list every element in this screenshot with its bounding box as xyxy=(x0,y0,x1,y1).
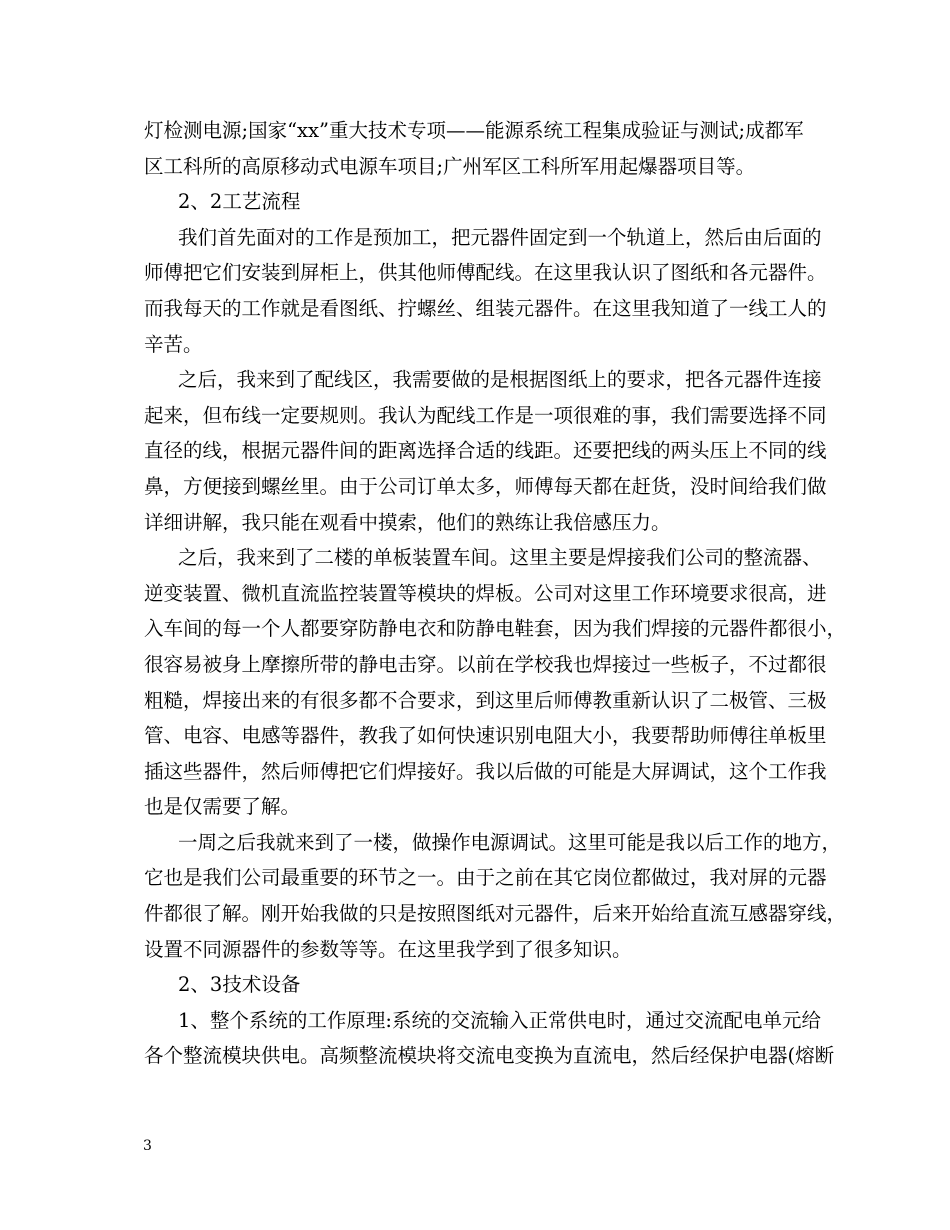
text-line: 件都很了解。刚开始我做的只是按照图纸对元器件，后来开始给直流互感器穿线， xyxy=(144,902,847,926)
text-line: 插这些器件，然后师傅把它们焊接好。我以后做的可能是大屏调试，这个工作我 xyxy=(144,759,827,783)
text-line: 区工科所的高原移动式电源车项目;广州军区工科所军用起爆器项目等。 xyxy=(144,154,756,178)
text-line: 设置不同源器件的参数等等。在这里我学到了很多知识。 xyxy=(144,937,632,961)
text-line: 入车间的每一个人都要穿防静电衣和防静电鞋套，因为我们焊接的元器件都很小， xyxy=(144,617,847,641)
text-line: 一周之后我就来到了一楼，做操作电源调试。这里可能是我以后工作的地方， xyxy=(178,830,842,854)
text-line: 之后，我来到了二楼的单板装置车间。这里主要是焊接我们公司的整流器、 xyxy=(178,546,822,570)
text-line: 粗糙，焊接出来的有很多都不合要求，到这里后师傅教重新认识了二极管、三极 xyxy=(144,688,827,712)
page-number: 3 xyxy=(143,1138,152,1154)
text-line: 逆变装置、微机直流监控装置等模块的焊板。公司对这里工作环境要求很高，进 xyxy=(144,581,827,605)
text-line: 也是仅需要了解。 xyxy=(144,795,301,819)
text-line: 很容易被身上摩擦所带的静电击穿。以前在学校我也焊接过一些板子，不过都很 xyxy=(144,652,827,676)
text-line: 管、电容、电感等器件，教我了如何快速识别电阻大小，我要帮助师傅往单板里 xyxy=(144,724,827,748)
text-line: 辛苦。 xyxy=(144,332,203,356)
text-line: 它也是我们公司最重要的环节之一。由于之前在其它岗位都做过，我对屏的元器 xyxy=(144,866,827,890)
text-line: 师傅把它们安装到屏柜上，供其他师傅配线。在这里我认识了图纸和各元器件。 xyxy=(144,261,827,285)
text-line: 灯检测电源;国家“xx”重大技术专项——能源系统工程集成验证与测试;成都军 xyxy=(144,119,804,142)
text-line: 2、3技术设备 xyxy=(178,973,301,997)
text-line: 而我每天的工作就是看图纸、拧螺丝、组装元器件。在这里我知道了一线工人的 xyxy=(144,296,827,320)
text-line: 直径的线，根据元器件间的距离选择合适的线距。还要把线的两头压上不同的线 xyxy=(144,439,827,463)
document-body xyxy=(144,113,847,1074)
text-line: 各个整流模块供电。高频整流模块将交流电变换为直流电，然后经保护电器(熔断 xyxy=(144,1044,835,1068)
text-line: 鼻，方便接到螺丝里。由于公司订单太多，师傅每天都在赶货，没时间给我们做 xyxy=(144,474,827,498)
text-line: 我们首先面对的工作是预加工，把元器件固定到一个轨道上，然后由后面的 xyxy=(178,225,822,249)
text-line: 2、2工艺流程 xyxy=(178,190,301,214)
text-line: 之后，我来到了配线区，我需要做的是根据图纸上的要求，把各元器件连接 xyxy=(178,368,822,392)
text-line: 详细讲解，我只能在观看中摸索，他们的熟练让我倍感压力。 xyxy=(144,510,671,534)
text-line: 起来，但布线一定要规则。我认为配线工作是一项很难的事，我们需要选择不同 xyxy=(144,403,827,427)
text-line: 1、整个系统的工作原理:系统的交流输入正常供电时，通过交流配电单元给 xyxy=(178,1008,821,1032)
